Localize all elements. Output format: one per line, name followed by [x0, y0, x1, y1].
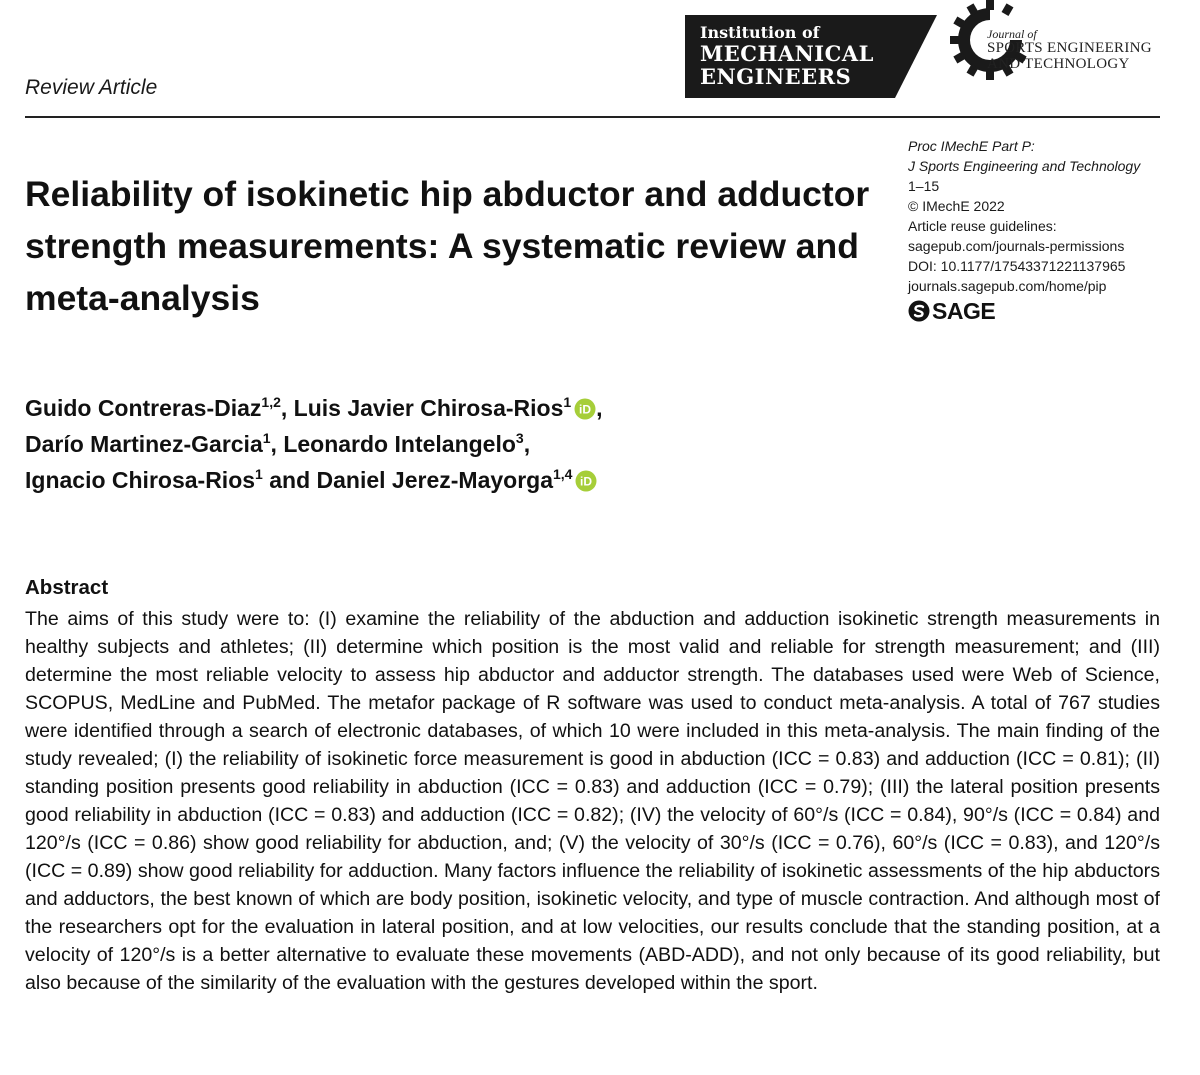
imeche-logo-line1: Institution of: [700, 23, 820, 42]
journal-logo: [987, 28, 1152, 72]
author-name: Luis Javier Chirosa-Rios: [293, 395, 564, 421]
author-affiliation: 1,4: [553, 466, 573, 482]
imeche-logo: [700, 25, 874, 87]
author-name: Guido Contreras-Diaz: [25, 395, 262, 421]
imeche-logo-line3: ENGINEERS: [700, 64, 852, 89]
svg-text:iD: iD: [580, 474, 593, 489]
meta-copyright: © IMechE 2022: [908, 198, 1005, 214]
author-separator-and: and: [269, 467, 311, 493]
author-affiliation: 1,2: [261, 394, 281, 410]
author-list: [25, 390, 925, 498]
abstract-heading: Abstract: [25, 576, 109, 599]
meta-journal-link[interactable]: journals.sagepub.com/home/pip: [908, 278, 1107, 294]
header-divider: [25, 116, 1160, 118]
sage-s-icon: [908, 300, 930, 322]
journal-logo-name-line2: AND TECHNOLOGY: [987, 56, 1130, 72]
author-affiliation: 1: [255, 466, 263, 482]
orcid-icon[interactable]: [575, 470, 597, 492]
meta-journal: J Sports Engineering and Technology: [908, 158, 1141, 174]
author-affiliation: 1: [563, 394, 572, 410]
sage-logo: [908, 300, 1140, 322]
meta-proc: Proc IMechE Part P:: [908, 138, 1035, 154]
author-name: Daniel Jerez-Mayorga: [316, 467, 553, 493]
meta-pages: 1–15: [908, 178, 940, 194]
author-affiliation: 1: [262, 430, 271, 446]
abstract-body: The aims of this study were to: (I) examine the reliability of the abduction and adduction isokinetic strength measurements in healthy subjects and athletes; (II) determine which position is the most valid and reliable for strength measurement; and (III) determine the most reliable velocity to assess hip abductor and adductor strength. The databases used were Web of Science, SCOPUS, MedLine and PubMed. The metafor package of R software was used to conduct meta-analysis. A total of 767 studies were identified through a search of electronic databases, of which 10 were included in this meta-analysis. The main finding of the study revealed; (I) the reliability of isokinetic force measurement is good in abduction (ICC = 0.83) and adduction (ICC = 0.81); (II) standing position presents good reliability in abduction (ICC = 0.83) and adduction (ICC = 0.79); (III) the lateral position presents good reliability in abduction (ICC = 0.83) and adduction (ICC = 0.82); (IV) the velocity of 60°/s (ICC = 0.84), 90°/s (ICC = 0.84) and 120°/s (ICC = 0.86) show good reliability for abduction, and; (V) the velocity of 30°/s (ICC = 0.76), 60°/s (ICC = 0.83), and 120°/s (ICC = 0.89) show good reliability for adduction. Many factors influence the reliability of isokinetic assessments of the hip abductors and adductors, the best known of which are body position, isokinetic velocity, and type of muscle contraction. And although most of the researchers opt for the evaluation in lateral position, and at low velocities, our results conclude that the standing position, at a velocity of 120°/s is a better alternative to evaluate these movements (ABD-ADD), and not only because of its good reliability, but also because of the similarity of the evaluation with the gestures developed within the sport.: [25, 608, 1160, 994]
author-name: Darío Martinez-Garcia: [25, 431, 263, 457]
article-type-label: Review Article: [25, 76, 158, 99]
author-name: Ignacio Chirosa-Rios: [25, 467, 256, 493]
author-affiliation: 3: [515, 430, 524, 446]
publication-meta: [908, 136, 1140, 322]
journal-logo-name-line1: SPORTS ENGINEERING: [987, 40, 1152, 56]
svg-text:iD: iD: [579, 402, 592, 417]
article-title: Reliability of isokinetic hip abductor and adductor strength measurements: A systematic review and meta-analysis: [25, 174, 870, 318]
author-separator: ,: [523, 431, 531, 457]
orcid-icon[interactable]: [574, 398, 596, 420]
author-name: Leonardo Intelangelo: [283, 431, 516, 457]
imeche-logo-line2: MECHANICAL: [700, 41, 874, 66]
meta-reuse-label: Article reuse guidelines:: [908, 218, 1057, 234]
author-separator: ,: [280, 395, 288, 421]
sage-logo-text: SAGE: [932, 298, 996, 324]
author-separator: ,: [596, 395, 603, 421]
journal-logo-journal-of: Journal of: [987, 27, 1037, 41]
meta-permissions-link[interactable]: sagepub.com/journals-permissions: [908, 238, 1125, 254]
author-separator: ,: [270, 431, 277, 457]
meta-doi-link[interactable]: DOI: 10.1177/17543371221137965: [908, 258, 1126, 274]
